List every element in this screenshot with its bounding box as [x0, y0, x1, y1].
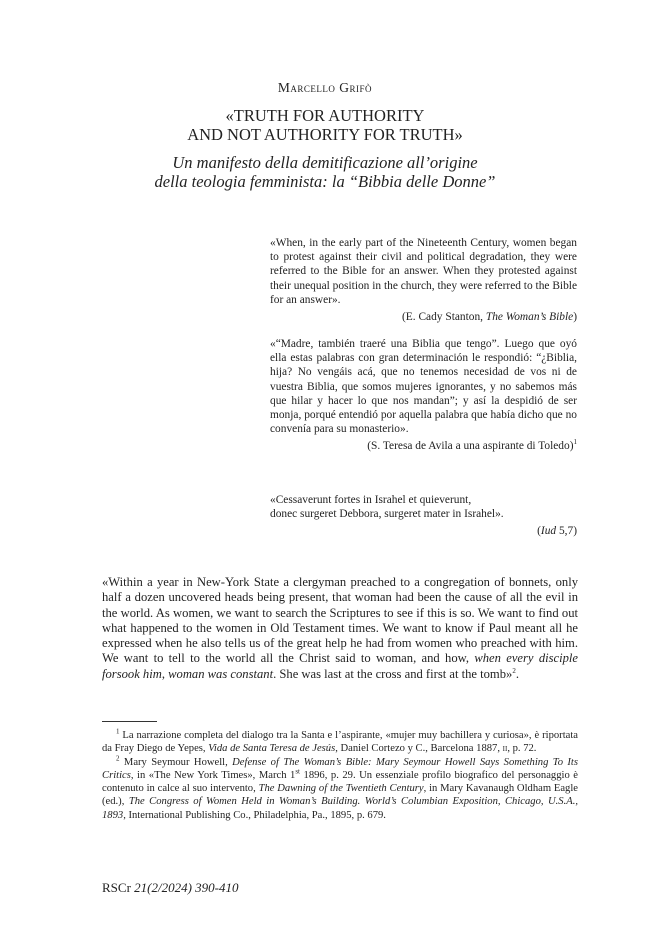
epigraph-attribution: [270, 524, 577, 538]
footnote-number: 2: [116, 754, 120, 763]
body-emphasis: when every disciple forsook him: [102, 651, 578, 681]
attribution-work: Iud: [540, 525, 557, 538]
attribution-suffix: 5,7): [556, 525, 577, 538]
footnote-title: The Congress of Women Held in Woman’s Building. World’s Columbian Exposition, Chicago, U.S.A., 1893: [102, 796, 579, 821]
epigraph-teresa: [270, 337, 577, 454]
body-text: «Within a year in New-York State a clergyman preached to a congregation of bonnets, only half a dozen uncovered heads being present, that woman had been the cause of all the evil in the world. As women, we want to search the Scriptures to see if this is so. We want to find out what happened to the women in Old Testament times. We want to know if Paul meant all he expressed when he also tells us of the great help he had from women who preached with him. We want to tell to the world all the Christ said to woman, and how,: [102, 575, 578, 666]
epigraph-line-1: «Cessaverunt fortes in Israhel et quieverunt,: [270, 494, 472, 506]
footnote-ref-1[interactable]: 1: [573, 438, 577, 447]
footnote-title: The Dawning of the Twentieth Century: [258, 783, 424, 795]
footnote-volume: ii: [502, 743, 508, 755]
body-paragraph: [102, 575, 578, 682]
ordinal-suffix: st: [295, 767, 300, 776]
footnote-title: Vida de Santa Teresa de Jesús: [208, 743, 336, 755]
footnote-2: [102, 756, 578, 821]
footnote-title: Defense of The Woman’s Bible: Mary Seymour Howell Says Something To Its Critics: [102, 757, 578, 782]
footnote-text: La narrazione completa del dialogo tra la Santa e l’aspirante, «mujer muy bachillera y curiosa», è riportata da Fray Diego de Yepes,: [102, 730, 578, 755]
journal-citation: 21(2/2024) 390-410: [134, 880, 239, 895]
footnote-number: 1: [116, 727, 120, 736]
epigraph-judges: [270, 493, 577, 539]
article-title: [0, 106, 650, 144]
attribution-work: The Woman’s Bible: [485, 311, 574, 324]
body-text: . She was last at the cross and first at the tomb»: [273, 666, 513, 681]
epigraph-attribution: [270, 439, 577, 453]
body-text: ,: [161, 666, 169, 681]
body-text: .: [515, 666, 519, 681]
attribution-text: (S. Teresa de Avila a una aspirante di Toledo): [367, 440, 574, 453]
title-line-2: AND NOT AUTHORITY FOR TRUTH»: [187, 125, 463, 144]
article-subtitle: [0, 153, 650, 191]
subtitle-line-1: Un manifesto della demitificazione all’origine: [172, 153, 478, 172]
epigraph-attribution: [270, 310, 577, 324]
footnote-text: Mary Seymour Howell,: [119, 757, 233, 769]
footnote-text: , in Mary Kavanaugh Oldham Eagle (ed.),: [102, 783, 578, 808]
attribution-prefix: (E. Cady Stanton,: [402, 311, 486, 324]
author-name: Marcello Grifò: [277, 80, 373, 95]
body-emphasis: woman was constant: [168, 666, 274, 681]
attribution-prefix: (: [537, 525, 541, 538]
journal-abbrev: RSCr: [102, 880, 131, 895]
footnote-text: , in «The New York Times», March 1: [130, 770, 296, 782]
footnote-1: [102, 729, 578, 755]
footnote-text: , p. 72.: [507, 743, 537, 755]
footnote-separator: [102, 721, 157, 722]
footnote-ref-2[interactable]: 2: [512, 666, 516, 675]
epigraph-stanton: [270, 236, 577, 324]
footnotes: [102, 729, 578, 823]
footnote-text: , Daniel Cortezo y C., Barcelona 1887,: [335, 743, 503, 755]
footnote-text: 1896, p. 29. Un essenziale profilo biografico del personaggio è contenuto in calce al suo intervento,: [102, 770, 578, 795]
epigraph-text: «“Madre, también traeré una Biblia que tengo”. Luego que oyó ella estas palabras con gran determinación le respondió: “¿Biblia, hija? No vengáis acá, que no tenemos necesidad de vos ni de vuestra Biblia, que somos mujeres ignorantes, y no sabemos más que hilar y hacer lo que nos mandan”; y así la despidió de ser monja, porqué entendió por aquella palabra que había dicho que no convenía para su monasterio».: [270, 338, 577, 436]
epigraph-line-2: donec surgeret Debbora, surgeret mater in Israhel».: [270, 508, 504, 521]
journal-footer: [102, 880, 239, 896]
title-line-1: «TRUTH FOR AUTHORITY: [225, 106, 425, 125]
footnote-text: , International Publishing Co., Philadelphia, Pa., 1895, p. 679.: [123, 809, 386, 821]
subtitle-line-2: della teologia femminista: la “Bibbia delle Donne”: [154, 172, 496, 191]
epigraph-text: «When, in the early part of the Nineteenth Century, women began to protest against their civil and political degradation, they were referred to the Bible for an answer. When they protested against their unequal position in the church, they were referred to the Bible for an answer».: [270, 237, 577, 306]
attribution-suffix: ): [573, 311, 577, 324]
